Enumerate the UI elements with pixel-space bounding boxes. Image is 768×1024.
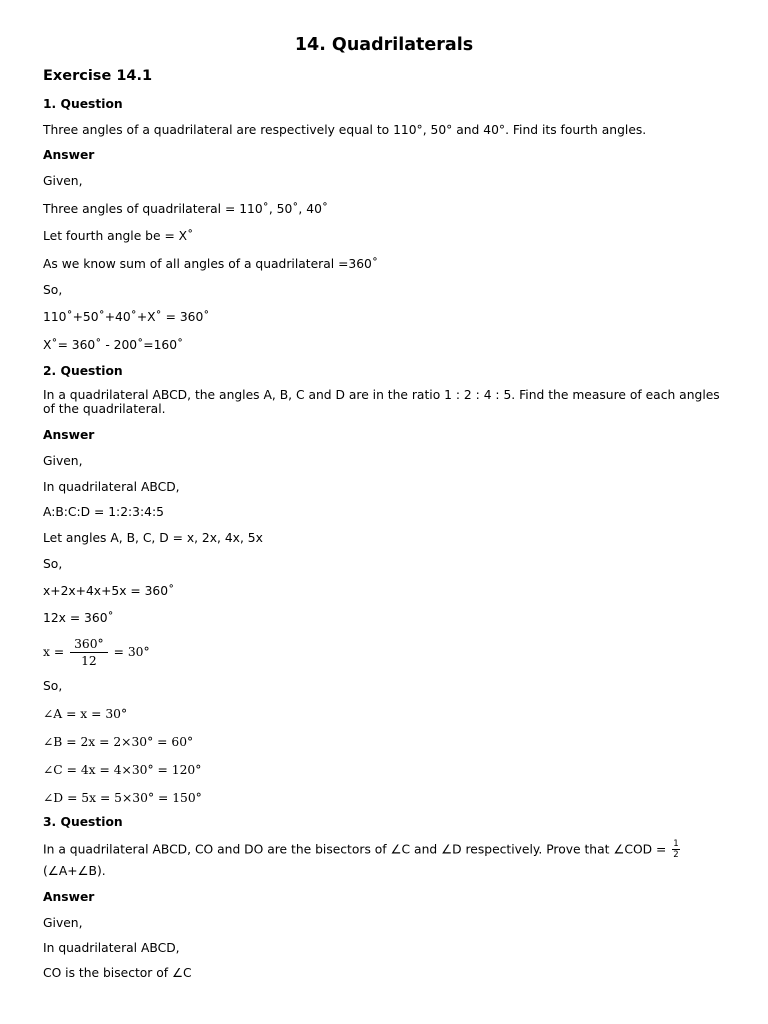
q3-line: In quadrilateral ABCD, bbox=[43, 941, 180, 955]
exercise-heading: Exercise 14.1 bbox=[43, 68, 153, 84]
q1-line: 110˚+50˚+40˚+X˚ = 360˚ bbox=[43, 310, 210, 324]
q1-text: Three angles of a quadrilateral are respectively equal to 110°, 50° and 40°. Find its fourth angles. bbox=[43, 123, 647, 137]
q2-heading: 2. Question bbox=[43, 364, 123, 378]
fraction-denominator: 12 bbox=[81, 654, 97, 668]
q3-answer-label: Answer bbox=[43, 890, 95, 904]
angle-line: ∠C = 4x = 4×30° = 120° bbox=[43, 763, 202, 777]
q2-line: In quadrilateral ABCD, bbox=[43, 480, 180, 494]
q2-line: A:B:C:D = 1:2:3:4:5 bbox=[43, 505, 164, 519]
q3-text-before: In a quadrilateral ABCD, CO and DO are the bisectors of ∠C and ∠D respectively. Prove that ∠COD = bbox=[43, 842, 667, 857]
q3-line: Given, bbox=[43, 916, 83, 930]
q2-line: x+2x+4x+5x = 360˚ bbox=[43, 584, 175, 598]
half-denominator: 2 bbox=[673, 850, 679, 860]
q2-answer-label: Answer bbox=[43, 428, 95, 442]
angle-line: ∠A = x = 30° bbox=[43, 707, 128, 721]
q1-line: So, bbox=[43, 283, 63, 297]
q1-heading: 1. Question bbox=[43, 97, 123, 111]
q1-line: As we know sum of all angles of a quadrilateral =360˚ bbox=[43, 257, 379, 271]
fraction-rhs: = 30° bbox=[113, 645, 150, 659]
q2-text: In a quadrilateral ABCD, the angles A, B, C and D are in the ratio 1 : 2 : 4 : 5. Find the measure of each angles of the quadrilateral. bbox=[43, 388, 720, 416]
q3-line: CO is the bisector of ∠C bbox=[43, 966, 192, 980]
page-title: 14. Quadrilaterals bbox=[294, 35, 474, 55]
q2-so: So, bbox=[43, 679, 63, 693]
fraction bbox=[70, 637, 108, 668]
q2-line: So, bbox=[43, 557, 63, 571]
angle-line: ∠B = 2x = 2×30° = 60° bbox=[43, 735, 194, 749]
fraction-numerator: 360° bbox=[70, 637, 108, 653]
q3-heading: 3. Question bbox=[43, 815, 123, 829]
q1-line: Let fourth angle be = X˚ bbox=[43, 229, 194, 243]
q1-line: X˚= 360˚ - 200˚=160˚ bbox=[43, 338, 184, 352]
q1-line: Given, bbox=[43, 174, 83, 188]
angle-line: ∠D = 5x = 5×30° = 150° bbox=[43, 791, 202, 805]
q1-line: Three angles of quadrilateral = 110˚, 50˚, 40˚ bbox=[43, 202, 329, 216]
half-fraction bbox=[672, 840, 679, 860]
q3-text-line1 bbox=[43, 840, 682, 860]
half-numerator: 1 bbox=[673, 839, 679, 849]
q2-line: Given, bbox=[43, 454, 83, 468]
fraction-equation bbox=[43, 637, 150, 668]
q2-line: 12x = 360˚ bbox=[43, 611, 114, 625]
q3-text-line2: (∠A+∠B). bbox=[43, 864, 106, 878]
fraction-lhs: x = bbox=[43, 645, 65, 659]
q1-answer-label: Answer bbox=[43, 148, 95, 162]
q2-line: Let angles A, B, C, D = x, 2x, 4x, 5x bbox=[43, 531, 263, 545]
